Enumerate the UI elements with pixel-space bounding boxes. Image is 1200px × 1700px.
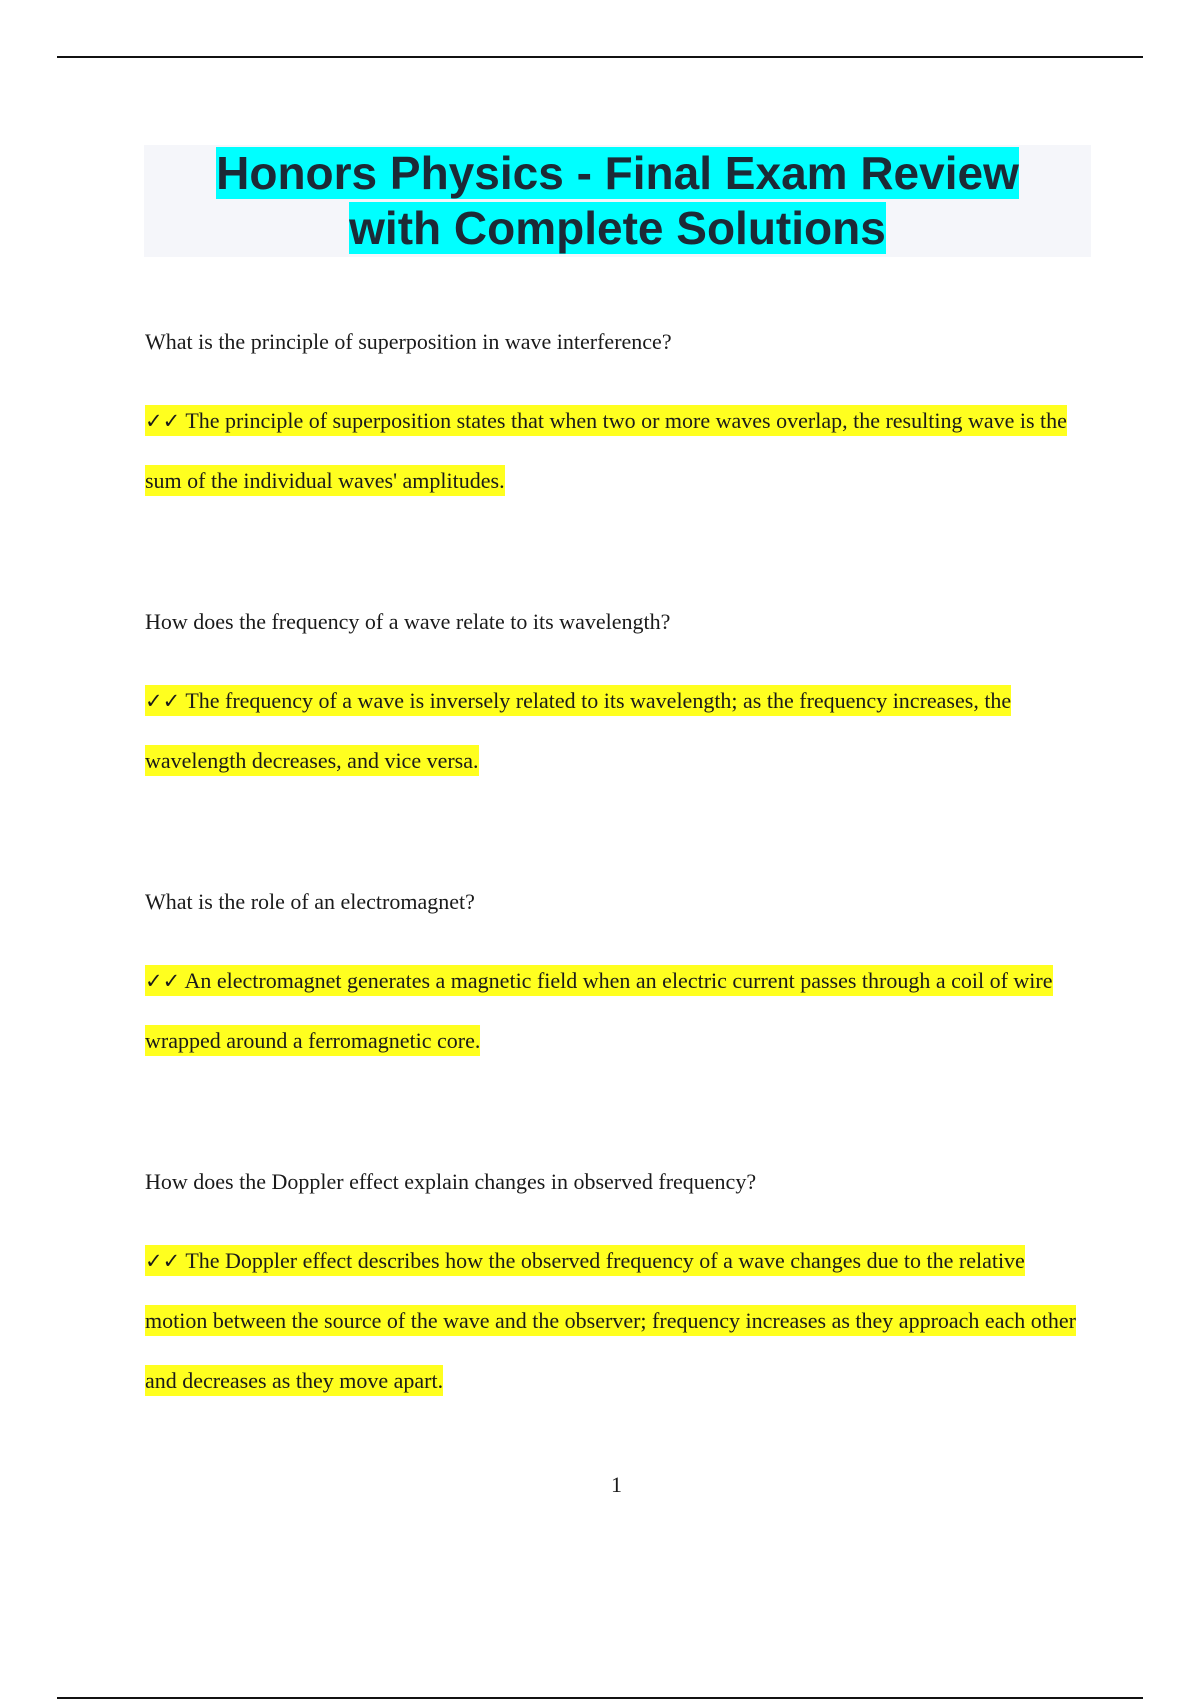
answer-text: The Doppler effect describes how the observed frequency of a wave changes due to the relative motion between the source of the wave and the observer; frequency increases as they approach each other and decreases as they move apart. (145, 1248, 1076, 1393)
question-text: What is the role of an electromagnet? (145, 889, 475, 914)
answer-highlight (145, 965, 1053, 1056)
answer-text: The principle of superposition states that when two or more waves overlap, the resulting wave is the sum of the individual waves' amplitudes. (145, 408, 1067, 493)
bottom-rule (57, 1697, 1143, 1699)
double-check-icon: ✓✓ (145, 1249, 181, 1273)
question-text: What is the principle of superposition in wave interference? (145, 329, 672, 354)
question-text: How does the Doppler effect explain changes in observed frequency? (145, 1169, 757, 1194)
qa-item-2 (145, 608, 1085, 791)
answer-highlight (145, 1245, 1076, 1396)
double-check-icon: ✓✓ (145, 969, 181, 993)
answer-highlight (145, 405, 1067, 496)
answer-text-block (145, 951, 1085, 1071)
answer-text: An electromagnet generates a magnetic field when an electric current passes through a coil of wire wrapped around a ferromagnetic core. (145, 968, 1053, 1053)
page-number: 1 (611, 1472, 622, 1497)
question-text: How does the frequency of a wave relate to its wavelength? (145, 609, 671, 634)
answer-text-block (145, 391, 1085, 511)
title-box (144, 145, 1091, 257)
double-check-icon: ✓✓ (145, 689, 181, 713)
double-check-icon: ✓✓ (145, 409, 181, 433)
qa-item-1 (145, 328, 1085, 511)
answer-text-block (145, 671, 1085, 791)
answer-highlight (145, 685, 1011, 776)
answer-text: The frequency of a wave is inversely related to its wavelength; as the frequency increases, the wavelength decreases, and vice versa. (145, 688, 1012, 773)
answer-text-block (145, 1231, 1085, 1411)
top-rule (57, 56, 1143, 58)
qa-item-3 (145, 888, 1085, 1071)
document-title: Honors Physics - Final Exam Review with Complete Solutions (216, 147, 1019, 254)
qa-item-4 (145, 1168, 1085, 1411)
